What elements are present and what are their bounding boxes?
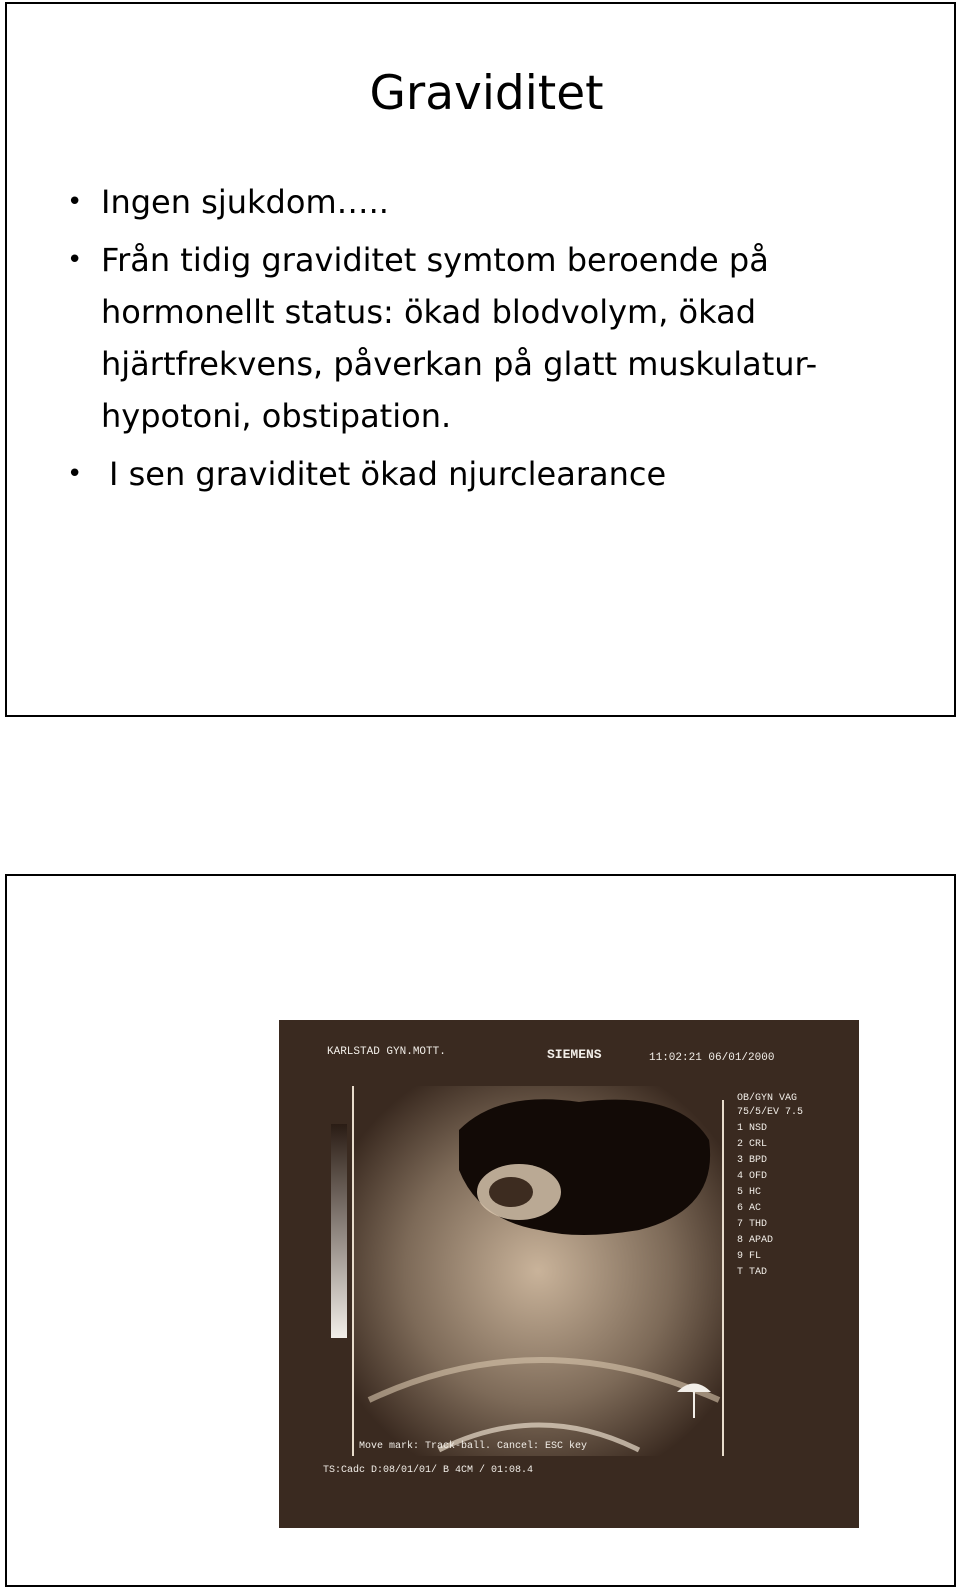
bottom-line-2: TS:Cadc D:08/01/01/ B 4CM / 01:08.4 — [323, 1465, 534, 1476]
slide-2 — [5, 874, 956, 1587]
side-menu-item: 2 CRL — [737, 1139, 768, 1150]
side-menu-item: T TAD — [737, 1267, 768, 1278]
side-menu-item: 7 THD — [737, 1219, 768, 1230]
header-time-text: 11:02:21 06/01/2000 — [649, 1052, 775, 1064]
side-menu-item: 6 AC — [737, 1203, 762, 1214]
bullet-item-2 — [61, 234, 921, 442]
bullet-icon: • — [67, 459, 83, 489]
slide-title: Graviditet — [369, 66, 604, 121]
ultrasound-image — [279, 1020, 859, 1528]
bullet-text: Ingen sjukdom….. — [101, 183, 389, 221]
bullet-text: Från tidig graviditet symtom beroende på hormonellt status: ökad blodvolym, ökad hjärtfrekvens, påverkan på glatt muskulatur-hypotoni, obstipation. — [101, 241, 818, 435]
side-menu-item: 4 OFD — [737, 1171, 768, 1182]
side-menu-item: OB/GYN VAG — [737, 1093, 798, 1104]
side-menu-item: 8 APAD — [737, 1235, 774, 1246]
side-menu-item: 3 BPD — [737, 1155, 768, 1166]
side-menu-item: 9 FL — [737, 1251, 762, 1262]
bullet-icon: • — [67, 245, 83, 275]
side-menu-item: 1 NSD — [737, 1123, 768, 1134]
bullet-text: I sen graviditet ökad njurclearance — [109, 455, 667, 493]
side-menu-item: 75/5/EV 7.5 — [737, 1107, 804, 1118]
header-brand-text: SIEMENS — [547, 1047, 602, 1062]
bottom-line-1: Move mark: Track-ball. Cancel: ESC key — [359, 1441, 588, 1452]
header-left-text: KARLSTAD GYN.MOTT. — [327, 1046, 446, 1058]
side-menu-item: 5 HC — [737, 1187, 762, 1198]
bullet-item-1 — [61, 176, 921, 228]
bullet-item-3 — [61, 448, 921, 500]
bullet-icon: • — [67, 187, 83, 217]
bullet-list — [61, 176, 921, 506]
slide-1 — [5, 2, 956, 717]
